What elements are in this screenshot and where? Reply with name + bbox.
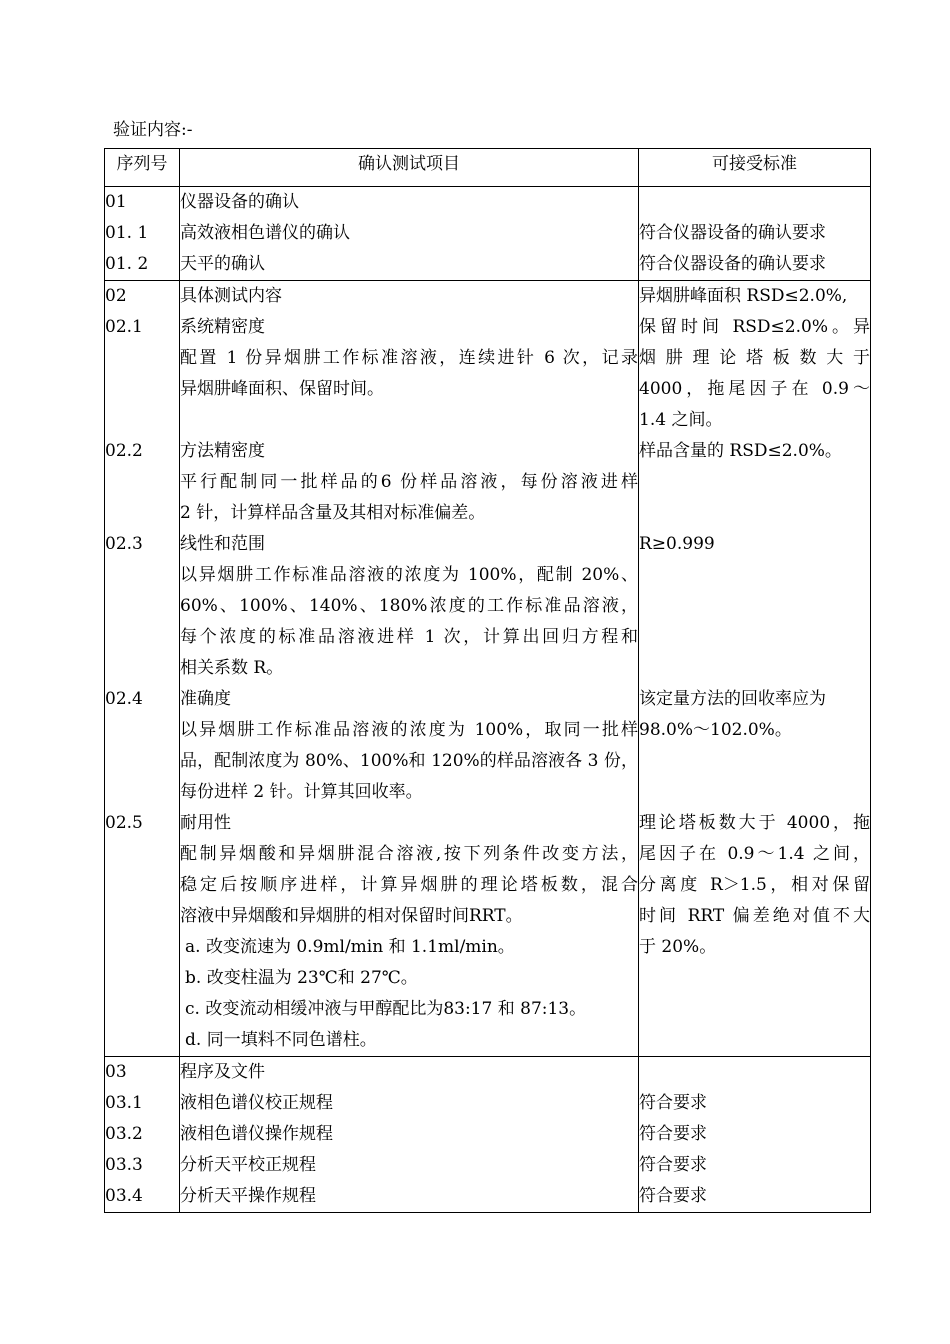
cell-line: 分析天平校正规程: [180, 1155, 316, 1175]
cell-line: 符合要求: [639, 1155, 707, 1175]
cell-line: 该定量方法的回收率应为: [639, 689, 826, 709]
cell-line: [639, 498, 870, 529]
cell-line: 01: [105, 192, 127, 212]
cell-line: [105, 932, 179, 963]
cell-line: 耐用性: [180, 813, 231, 833]
cell-line: [639, 777, 870, 808]
cell-line: 样品含量的 RSD≤2.0%。: [639, 441, 842, 461]
cell-line: [105, 467, 179, 498]
cell-line: 以异烟肼工作标准品溶液的浓度为 100%，取同一批样: [180, 720, 638, 740]
cell-line: [639, 746, 870, 777]
cell-line: [639, 963, 870, 994]
cell-line: 02.4: [105, 689, 143, 709]
cell-line: [105, 560, 179, 591]
cell-line: 烟 肼 理 论 塔 板 数 大 于: [639, 348, 870, 368]
cell-line: 异烟肼峰面积、保留时间。: [180, 379, 384, 399]
cell-line: 高效液相色谱仪的确认: [180, 223, 350, 243]
cell-line: 系统精密度: [180, 317, 265, 337]
cell-line: 2 针，计算样品含量及其相对标准偏差。: [180, 503, 486, 523]
cell-line: 1.4 之间。: [639, 410, 723, 430]
cell-line: [639, 653, 870, 684]
cell-line: [105, 994, 179, 1025]
table-body: [105, 187, 871, 1213]
cell-line: 符合要求: [639, 1186, 707, 1206]
criteria-cell: [639, 1057, 871, 1213]
cell-line: [105, 746, 179, 777]
cell-line: 液相色谱仪操作规程: [180, 1124, 333, 1144]
cell-line: 60%、100%、140%、180%浓度的工作标准品溶液，: [180, 596, 638, 616]
cell-line: 仪器设备的确认: [180, 192, 299, 212]
cell-line: 符合仪器设备的确认要求: [639, 254, 826, 274]
criteria-cell: [639, 281, 871, 1057]
cell-line: 溶液中异烟酸和异烟肼的相对保留时间RRT。: [180, 906, 523, 926]
cell-line: 符合要求: [639, 1093, 707, 1113]
cell-line: a. 改变流速为 0.9ml/min 和 1.1ml/min。: [185, 937, 515, 957]
cell-line: 时间 RRT 偏差绝对值不大: [639, 906, 870, 926]
cell-line: [639, 994, 870, 1025]
cell-line: [639, 1057, 870, 1088]
cell-line: 01. 1: [105, 223, 149, 243]
cell-line: 液相色谱仪校正规程: [180, 1093, 333, 1113]
table-section-row: [105, 187, 871, 281]
serial-cell: [105, 1057, 180, 1213]
cell-line: [639, 467, 870, 498]
cell-line: 品，配制浓度为 80%、100%和 120%的样品溶液各 3 份，: [180, 751, 638, 771]
test-item-cell: [180, 1057, 639, 1213]
cell-line: [105, 901, 179, 932]
cell-line: [105, 715, 179, 746]
column-header-criteria: 可接受标准: [639, 149, 871, 187]
cell-line: 方法精密度: [180, 441, 265, 461]
cell-line: 配置 1 份异烟肼工作标准溶液，连续进针 6 次，记录: [180, 348, 638, 368]
cell-line: 02.5: [105, 813, 143, 833]
cell-line: 03.1: [105, 1093, 143, 1113]
cell-line: 01. 2: [105, 254, 149, 274]
cell-line: 于 20%。: [639, 937, 717, 957]
cell-line: 4000，拖尾因子在 0.9～: [639, 379, 870, 399]
cell-line: 02.2: [105, 441, 143, 461]
table-section-row: [105, 281, 871, 1057]
column-header-test-item: 确认测试项目: [180, 149, 639, 187]
cell-line: 02: [105, 286, 127, 306]
serial-cell: [105, 187, 180, 281]
cell-line: [639, 1025, 870, 1056]
cell-line: [639, 622, 870, 653]
cell-line: [105, 343, 179, 374]
cell-line: 平行配制同一批样品的6 份样品溶液，每份溶液进样: [180, 472, 638, 492]
cell-line: 稳定后按顺序进样，计算异烟肼的理论塔板数，混合: [180, 875, 638, 895]
cell-line: 程序及文件: [180, 1062, 265, 1082]
cell-line: 每份进样 2 针。计算其回收率。: [180, 782, 423, 802]
cell-line: [180, 405, 638, 436]
cell-line: [105, 1025, 179, 1056]
criteria-cell: [639, 187, 871, 281]
cell-line: [639, 560, 870, 591]
cell-line: 98.0%～102.0%。: [639, 720, 792, 740]
cell-line: b. 改变柱温为 23℃和 27℃。: [185, 968, 418, 988]
table-header-row: [105, 149, 871, 187]
cell-line: [105, 405, 179, 436]
cell-line: 理论塔板数大于 4000，拖: [639, 813, 870, 833]
cell-line: 03.2: [105, 1124, 143, 1144]
cell-line: [105, 839, 179, 870]
cell-line: 尾因子在 0.9～1.4 之间，: [639, 844, 870, 864]
cell-line: 02.1: [105, 317, 143, 337]
column-header-serial: 序列号: [105, 149, 180, 187]
cell-line: 配制异烟酸和异烟肼混合溶液,按下列条件改变方法，: [180, 844, 638, 864]
cell-line: [105, 777, 179, 808]
cell-line: c. 改变流动相缓冲液与甲醇配比为83:17 和 87:13。: [185, 999, 587, 1019]
cell-line: 每个浓度的标准品溶液进样 1 次，计算出回归方程和: [180, 627, 638, 647]
cell-line: 保留时间 RSD≤2.0%。异: [639, 317, 870, 337]
table-section-row: [105, 1057, 871, 1213]
cell-line: 03.4: [105, 1186, 143, 1206]
section-heading: 验证内容:-: [113, 120, 193, 140]
cell-line: 分离度 R＞1.5，相对保留: [639, 875, 870, 895]
validation-table: [104, 148, 871, 1213]
cell-line: 03: [105, 1062, 127, 1082]
cell-line: 具体测试内容: [180, 286, 282, 306]
cell-line: [105, 870, 179, 901]
cell-line: [105, 653, 179, 684]
cell-line: [639, 591, 870, 622]
cell-line: 相关系数 R。: [180, 658, 284, 678]
test-item-cell: [180, 281, 639, 1057]
cell-line: [105, 622, 179, 653]
cell-line: 02.3: [105, 534, 143, 554]
cell-line: 符合要求: [639, 1124, 707, 1144]
cell-line: [639, 187, 870, 218]
cell-line: [105, 963, 179, 994]
cell-line: 以异烟肼工作标准品溶液的浓度为 100%，配制 20%、: [180, 565, 638, 585]
cell-line: [105, 498, 179, 529]
serial-cell: [105, 281, 180, 1057]
cell-line: 准确度: [180, 689, 231, 709]
cell-line: 分析天平操作规程: [180, 1186, 316, 1206]
cell-line: 异烟肼峰面积 RSD≤2.0%,: [639, 286, 848, 306]
cell-line: d. 同一填料不同色谱柱。: [185, 1030, 377, 1050]
cell-line: 线性和范围: [180, 534, 265, 554]
cell-line: 符合仪器设备的确认要求: [639, 223, 826, 243]
cell-line: 03.3: [105, 1155, 143, 1175]
test-item-cell: [180, 187, 639, 281]
cell-line: 天平的确认: [180, 254, 265, 274]
cell-line: R≥0.999: [639, 534, 715, 554]
cell-line: [105, 374, 179, 405]
cell-line: [105, 591, 179, 622]
